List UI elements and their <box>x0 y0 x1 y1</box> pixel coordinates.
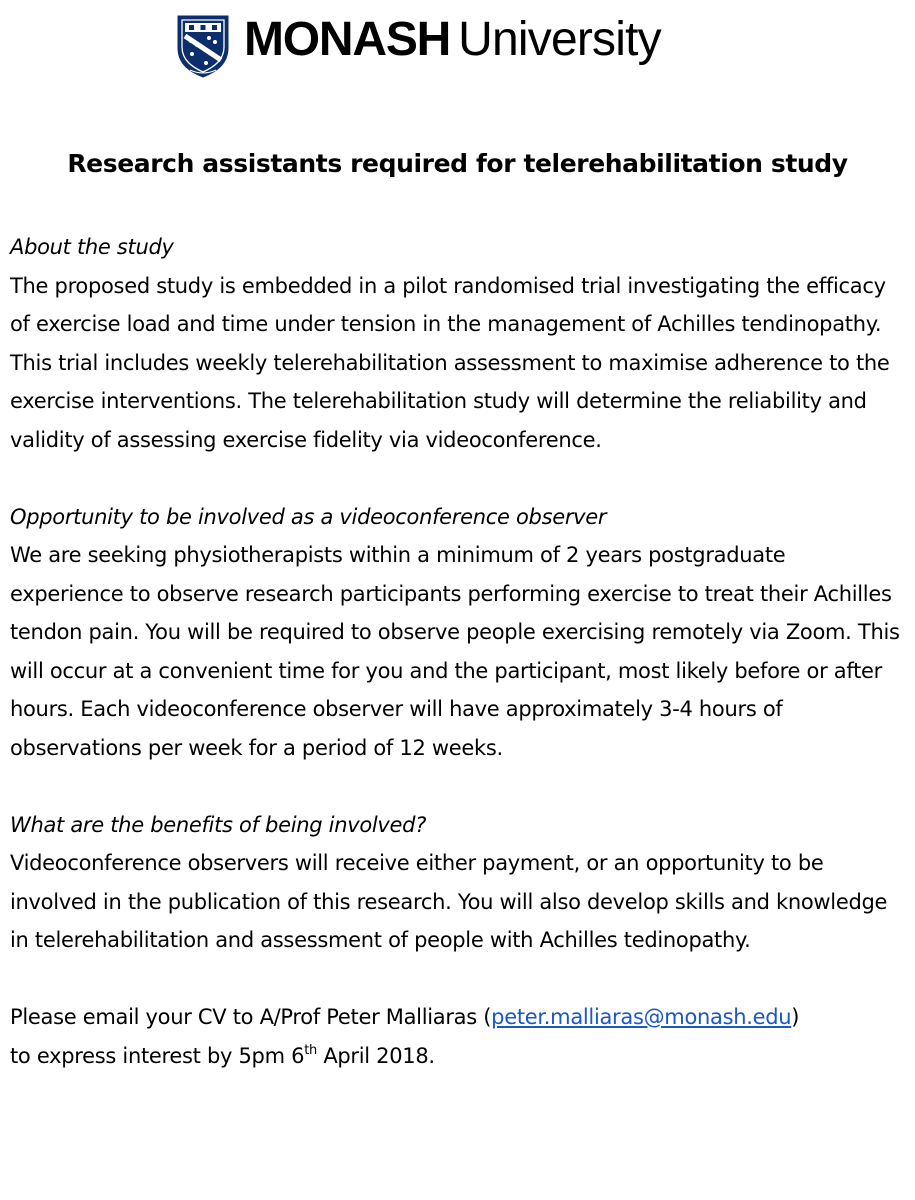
section-benefits <box>10 806 900 960</box>
monash-wordmark <box>244 10 661 70</box>
section-about-study <box>10 228 900 459</box>
section-paragraph: Videoconference observers will receive either payment, or an opportunity to be involved in the publication of this research. You will also develop skills and knowledge in telerehabilitation and assessment of people with Achilles tedinopathy. <box>10 851 888 952</box>
contact-section <box>10 998 900 1075</box>
wordmark-bold: MONASH <box>244 13 451 66</box>
deadline-prefix: to express interest by 5pm 6 <box>10 1043 305 1068</box>
contact-prefix: Please email your CV to A/Prof Peter Malliaras ( <box>10 1005 492 1029</box>
email-link[interactable]: peter.malliaras@monash.edu <box>491 1005 792 1029</box>
document-body <box>10 228 900 1075</box>
contact-paragraph <box>10 998 900 1075</box>
page-header <box>0 10 915 78</box>
page-title: Research assistants required for telerehabilitation study <box>67 149 848 178</box>
section-paragraph: We are seeking physiotherapists within a minimum of 2 years postgraduate experience to observe research participants performing exercise to treat their Achilles tendon pain. You will be required to observe people exercising remotely via Zoom. This will occur at a convenient time for you and the participant, most likely before or after hours. Each videoconference observer will have approximately 3-4 hours of observations per week for a period of 12 weeks. <box>10 543 900 760</box>
section-heading: Opportunity to be involved as a videoconference observer <box>10 504 607 529</box>
wordmark-light: University <box>458 13 661 66</box>
contact-suffix: ) <box>791 1005 800 1029</box>
deadline-suffix: April 2018. <box>316 1043 435 1068</box>
section-observer-opportunity <box>10 498 900 768</box>
section-paragraph: The proposed study is embedded in a pilot randomised trial investigating the efficacy of exercise load and time under tension in the management of Achilles tendinopathy. This trial includes weekly telerehabilitation assessment to maximise adherence to the exercise interventions. The telerehabilitation study will determine the reliability and validity of assessing exercise fidelity via videoconference. <box>10 273 890 452</box>
section-heading: About the study <box>10 235 174 259</box>
deadline-ordinal: th <box>304 1042 317 1058</box>
section-heading: What are the benefits of being involved? <box>10 812 427 837</box>
monash-crest-logo <box>176 14 230 78</box>
